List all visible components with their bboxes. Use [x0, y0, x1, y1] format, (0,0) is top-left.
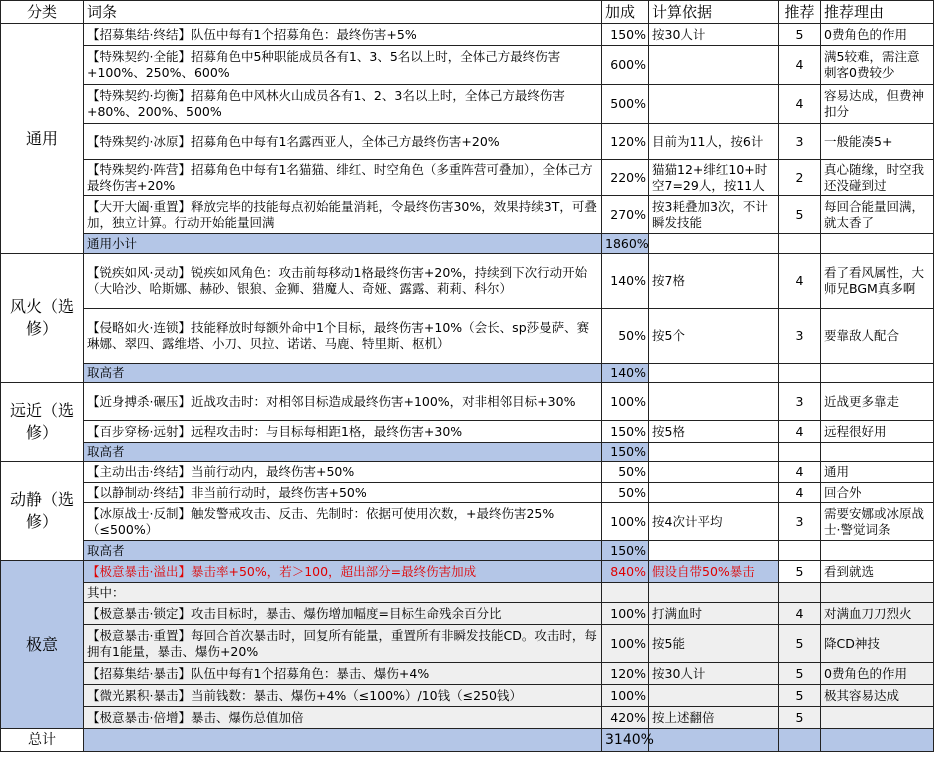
term-cell: 【锐疾如风·灵动】锐疾如风角色：攻击前每移动1格最终伤害+20%，持续到下次行动开始（大哈沙、哈斯娜、赫砂、银狼、金狮、猎魔人、奇娅、露露、莉莉、科尔） — [84, 254, 602, 309]
term-cell: 【特殊契约·冰原】招募角色中每有1名露西亚人，全体己方最终伤害+20% — [84, 124, 602, 160]
term-cell: 【特殊契约·均衡】招募角色中风林火山成员各有1、2、3名以上时，全体己方最终伤害+80%、200%、500% — [84, 85, 602, 124]
reason-cell: 一般能凑5+ — [821, 124, 934, 160]
reason-cell: 0费角色的作用 — [821, 24, 934, 46]
term-cell: 【百步穿杨·远射】远程攻击时：与目标每相距1格，最终伤害+30% — [84, 421, 602, 443]
bonus-cell: 50% — [602, 309, 649, 364]
table-row — [1, 383, 934, 421]
rec-cell: 5 — [779, 707, 821, 729]
basis-cell: 按4次计平均 — [649, 503, 779, 541]
subtotal-value: 150% — [602, 541, 649, 561]
term-cell: 【极意暴击·倍增】暴击、爆伤总值加倍 — [84, 707, 602, 729]
reason-cell: 容易达成，但费神扣分 — [821, 85, 934, 124]
subtotal-value: 140% — [602, 364, 649, 383]
table-row — [1, 160, 934, 196]
category-cell: 通用 — [1, 24, 84, 254]
category-cell: 动静（选修） — [1, 462, 84, 561]
reason-cell — [821, 707, 934, 729]
subtotal-value: 150% — [602, 443, 649, 462]
table-row — [1, 309, 934, 364]
basis-cell: 按7格 — [649, 254, 779, 309]
table-row — [1, 24, 934, 46]
subtotal-value: 1860% — [602, 234, 649, 254]
bonus-cell: 50% — [602, 483, 649, 503]
term-cell: 【近身搏杀·碾压】近战攻击时：对相邻目标造成最终伤害+100%，对非相邻目标+30% — [84, 383, 602, 421]
term-cell: 【以静制动·终结】非当前行动时，最终伤害+50% — [84, 483, 602, 503]
rec-cell: 5 — [779, 561, 821, 583]
bonus-cell: 100% — [602, 603, 649, 625]
subtotal-row — [1, 541, 934, 561]
table-row — [1, 603, 934, 625]
header-category: 分类 — [1, 1, 84, 24]
table-row — [1, 625, 934, 663]
bonus-cell: 500% — [602, 85, 649, 124]
header-basis: 计算依据 — [649, 1, 779, 24]
rec-cell: 4 — [779, 421, 821, 443]
bonus-cell: 140% — [602, 254, 649, 309]
table-row — [1, 685, 934, 707]
reason-cell: 0费角色的作用 — [821, 663, 934, 685]
term-cell: 【极意暴击·重置】每回合首次暴击时，回复所有能量，重置所有非瞬发技能CD。攻击时，每拥有1能量，暴击、爆伤+20% — [84, 625, 602, 663]
category-cell: 远近（选修） — [1, 383, 84, 462]
header-rec: 推荐 — [779, 1, 821, 24]
bonus-cell: 100% — [602, 503, 649, 541]
basis-cell — [649, 46, 779, 85]
total-row — [1, 729, 934, 752]
subtotal-label: 通用小计 — [84, 234, 602, 254]
bonus-cell: 600% — [602, 46, 649, 85]
reason-cell: 回合外 — [821, 483, 934, 503]
table-row — [1, 583, 934, 603]
bonus-cell: 420% — [602, 707, 649, 729]
rec-cell: 4 — [779, 462, 821, 483]
rec-cell: 4 — [779, 483, 821, 503]
total-value: 3140% — [602, 729, 649, 752]
rec-cell: 5 — [779, 24, 821, 46]
basis-cell — [649, 462, 779, 483]
rec-cell: 3 — [779, 503, 821, 541]
rec-cell: 3 — [779, 309, 821, 364]
bonus-cell: 50% — [602, 462, 649, 483]
basis-cell: 按5个 — [649, 309, 779, 364]
basis-cell: 按30人计 — [649, 663, 779, 685]
term-cell: 【极意暴击·锁定】攻击目标时，暴击、爆伤增加幅度=目标生命残余百分比 — [84, 603, 602, 625]
term-cell: 【大开大阖·重置】释放完毕的技能每点初始能量消耗，令最终伤害30%，效果持续3T，可叠加，独立计算。行动开始能量回满 — [84, 196, 602, 234]
bonus-cell: 100% — [602, 625, 649, 663]
term-cell: 【冰原战士·反制】触发警戒攻击、反击、先制时：依据可使用次数，+最终伤害25%（≤500%） — [84, 503, 602, 541]
subtotal-row — [1, 234, 934, 254]
basis-cell: 按5能 — [649, 625, 779, 663]
table-row — [1, 503, 934, 541]
table-row — [1, 196, 934, 234]
bonus-cell: 220% — [602, 160, 649, 196]
rec-cell: 3 — [779, 383, 821, 421]
category-cell: 极意 — [1, 561, 84, 729]
reason-cell: 要靠敌人配合 — [821, 309, 934, 364]
category-cell: 风火（选修） — [1, 254, 84, 383]
table-row — [1, 663, 934, 685]
reason-cell: 看了看风属性，大师兄BGM真多啊 — [821, 254, 934, 309]
table-row — [1, 483, 934, 503]
reason-cell: 通用 — [821, 462, 934, 483]
reason-cell: 真心随缘，时空我还没碰到过 — [821, 160, 934, 196]
bonus-cell: 120% — [602, 124, 649, 160]
bonus-cell: 100% — [602, 383, 649, 421]
subtotal-label: 取高者 — [84, 364, 602, 383]
bonus-cell: 840% — [602, 561, 649, 583]
subtotal-row — [1, 364, 934, 383]
reason-cell: 每回合能量回满，就太香了 — [821, 196, 934, 234]
among-label: 其中： — [84, 583, 602, 603]
basis-cell — [649, 685, 779, 707]
basis-cell — [649, 85, 779, 124]
reason-cell: 降CD神技 — [821, 625, 934, 663]
rec-cell: 4 — [779, 46, 821, 85]
rec-cell: 5 — [779, 663, 821, 685]
total-label: 总计 — [1, 729, 84, 752]
rec-cell: 5 — [779, 685, 821, 707]
term-cell: 【招募集结·暴击】队伍中每有1个招募角色：暴击、爆伤+4% — [84, 663, 602, 685]
basis-cell — [649, 383, 779, 421]
term-cell: 【侵略如火·连锁】技能释放时每额外命中1个目标，最终伤害+10%（会长、sp莎曼萨、赛琳娜、翠四、露维塔、小刀、贝拉、诺诺、马鹿、特里斯、枢机） — [84, 309, 602, 364]
basis-cell: 按30人计 — [649, 24, 779, 46]
bonus-cell: 270% — [602, 196, 649, 234]
rec-cell: 4 — [779, 603, 821, 625]
bonus-cell: 150% — [602, 24, 649, 46]
term-cell: 【特殊契约·阵营】招募角色中每有1名猫猫、绯红、时空角色（多重阵营可叠加），全体己方最终伤害+20% — [84, 160, 602, 196]
rec-cell: 2 — [779, 160, 821, 196]
table-row — [1, 462, 934, 483]
header-reason: 推荐理由 — [821, 1, 934, 24]
rec-cell: 4 — [779, 254, 821, 309]
bonus-cell: 150% — [602, 421, 649, 443]
table-row — [1, 561, 934, 583]
basis-cell: 按5格 — [649, 421, 779, 443]
basis-cell: 按3耗叠加3次，不计瞬发技能 — [649, 196, 779, 234]
basis-cell: 猫猫12+绯红10+时空7=29人，按11人 — [649, 160, 779, 196]
header-bonus: 加成 — [602, 1, 649, 24]
term-cell: 【微光累积·暴击】当前钱数：暴击、爆伤+4%（≤100%）/10钱（≤250钱） — [84, 685, 602, 707]
reason-cell: 极其容易达成 — [821, 685, 934, 707]
term-cell: 【特殊契约·全能】招募角色中5种职能成员各有1、3、5名以上时，全体己方最终伤害+100%、250%、600% — [84, 46, 602, 85]
basis-cell: 按上述翻倍 — [649, 707, 779, 729]
reason-cell: 满5较难，需注意刺客0费较少 — [821, 46, 934, 85]
bonus-cell: 100% — [602, 685, 649, 707]
reason-cell: 需要安娜或冰原战士·警觉词条 — [821, 503, 934, 541]
term-cell: 【极意暴击·溢出】暴击率+50%，若＞100，超出部分=最终伤害加成 — [84, 561, 602, 583]
subtotal-label: 取高者 — [84, 443, 602, 462]
term-cell: 【招募集结·终结】队伍中每有1个招募角色：最终伤害+5% — [84, 24, 602, 46]
header-term: 词条 — [84, 1, 602, 24]
table-row — [1, 421, 934, 443]
reason-cell: 对满血刀刀烈火 — [821, 603, 934, 625]
rec-cell: 5 — [779, 625, 821, 663]
rec-cell: 3 — [779, 124, 821, 160]
header-row — [1, 1, 934, 24]
table-row — [1, 124, 934, 160]
basis-cell: 假设自带50%暴击 — [649, 561, 779, 583]
table-row — [1, 46, 934, 85]
subtotal-label: 取高者 — [84, 541, 602, 561]
bonus-cell: 120% — [602, 663, 649, 685]
table-row — [1, 707, 934, 729]
rec-cell: 4 — [779, 85, 821, 124]
basis-cell: 目前为11人，按6计 — [649, 124, 779, 160]
table-row — [1, 254, 934, 309]
table-row — [1, 85, 934, 124]
term-cell: 【主动出击·终结】当前行动内，最终伤害+50% — [84, 462, 602, 483]
reason-cell: 近战更多靠走 — [821, 383, 934, 421]
basis-cell — [649, 483, 779, 503]
reason-cell: 远程很好用 — [821, 421, 934, 443]
reason-cell: 看到就选 — [821, 561, 934, 583]
basis-cell: 打满血时 — [649, 603, 779, 625]
subtotal-row — [1, 443, 934, 462]
rec-cell: 5 — [779, 196, 821, 234]
